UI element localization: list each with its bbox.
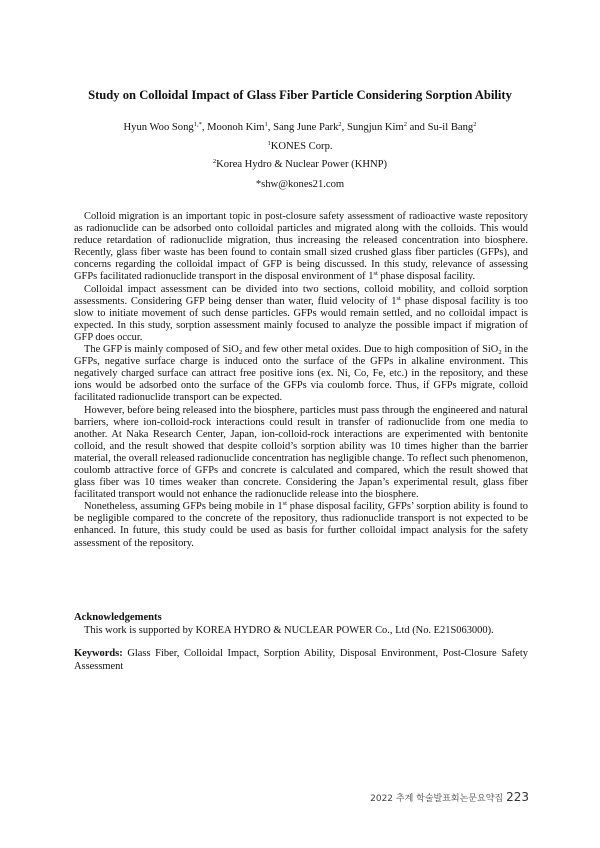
- paragraph-text: phase disposal facility is too slow to initiate movement of such dense particles. GFPs would remain settled, and no colloidal impact is expected. In this study, sorption assessment mainly focused to analyze the possible impact if migration of GFP does occur.: [74, 295, 528, 343]
- chemical-subscript: 2: [238, 349, 243, 357]
- paragraph-text: Nonetheless, assuming GFPs being mobile in 1: [84, 501, 283, 513]
- paragraph-text: in the GFPs, negative surface charge is induced onto the surface of the GFPs in alkaline environment. This negatively charged surface can attract free positive ions (ex. Ni, Co, Fe, etc.) in the repository, and these ions would be adsorbed onto the surface of the GFPs via coulomb force. Thus, if GFPs migrate, colloid facilitated radionuclide transport can be expected.: [74, 344, 528, 404]
- author-name: Hyun Woo Song: [123, 122, 194, 133]
- affiliation-name: KONES Corp.: [270, 141, 333, 152]
- chemical-subscript: 2: [498, 349, 502, 357]
- paper-title: Study on Colloidal Impact of Glass Fiber Particle Considering Sorption Ability: [88, 88, 512, 102]
- paragraph-text: and few other metal oxides. Due to high composition of SiO: [242, 344, 499, 356]
- author-name: , Sungjun Kim: [341, 122, 404, 133]
- paragraph-3: [74, 344, 528, 404]
- abstract-body: [74, 211, 528, 550]
- corresponding-email: *shw@kones21.com: [255, 179, 345, 190]
- keywords-text: Glass Fiber, Colloidal Impact, Sorption Ability, Disposal Environment, Post-Closure Safety Assessment: [74, 648, 528, 672]
- paragraph-text: Colloidal impact assessment can be divided into two sections, colloid mobility, and colloid sorption assessments. Considering GFP being denser than water, fluid velocity of 1: [74, 283, 528, 307]
- ordinal-superscript: st: [396, 294, 401, 302]
- affiliation-1: [40, 140, 560, 154]
- author-superscript: 2: [403, 121, 407, 128]
- paragraph-text: The GFP is mainly composed of SiO: [84, 344, 239, 356]
- keywords: [74, 648, 528, 673]
- proceedings-name: 2022 추계 학술발표회논문요약집: [370, 794, 504, 804]
- paragraph-5: [74, 501, 528, 549]
- keywords-label: Keywords:: [74, 648, 123, 659]
- paragraph-2: [74, 284, 528, 344]
- paragraph-1: [74, 211, 528, 284]
- author-superscript: 1,*: [193, 121, 202, 128]
- page-footer: [370, 790, 529, 804]
- author-superscript: 2: [473, 121, 477, 128]
- paragraph-text: Colloid migration is an important topic in post-closure safety assessment of radioactive waste repository as radionuclide can be adsorbed onto colloidal particles and migrated along with the colloids. This would reduce retardation of radionuclide migration, thus increasing the released concentration into biosphere. Recently, glass fiber waste has been found to contain small sized crushed glass fiber particles (GFPs), and concerns regarding the colloidal impact of GFP is being discussed. In this study, relevance of assessing GFPs facilitated radionuclide transport in the disposal environment of 1: [74, 211, 528, 283]
- affiliation-name: Korea Hydro & Nuclear Power (KHNP): [216, 159, 388, 170]
- author-name: , Moonoh Kim: [201, 122, 265, 133]
- paragraph-text: phase disposal facility, GFPs’ sorption ability is found to be negligible compared to the concrete of the repository, thus radionuclide transport is not expected to be enhanced. In future, this study could be used as basis for further colloidal impact analysis for the safety assessment of the repository.: [74, 501, 528, 549]
- affiliation-2: [40, 158, 560, 172]
- affiliation-superscript: 2: [212, 158, 217, 165]
- ordinal-superscript: st: [282, 500, 287, 508]
- paragraph-4: However, before being released into the biosphere, particles must pass through the engineered and natural barriers, where ion-colloid-rock interactions could result in transfer of radionuclide from one media to another. At Naka Research Center, Japan, ion-colloid-rock interactions are experimented with bentonite colloid, and the result showed that despite colloid’s sorption ability was 10 times higher than the barrier material, the overall released radionuclide concentration has negligible change. To reflect such phenomenon, coulomb attractive force of GFPs and concrete is calculated and compared, which the result showed that glass fiber was 10 times weaker than concrete. Considering the Japan’s experimental result, glass fiber facilitated transport would not enhance the radionuclide release into the biosphere.: [74, 404, 528, 501]
- author-name: and Su-il Bang: [407, 122, 474, 133]
- acknowledgements-text: This work is supported by KOREA HYDRO & NUCLEAR POWER Co., Ltd (No. E21S063000).: [84, 625, 494, 636]
- page-number: 223: [506, 790, 529, 804]
- author-name: , Sang June Park: [267, 122, 339, 133]
- author-superscript: 1: [264, 121, 268, 128]
- ordinal-superscript: st: [373, 270, 378, 278]
- affiliation-superscript: 1: [267, 140, 271, 147]
- author-list: [40, 121, 560, 135]
- paragraph-text: phase disposal facility.: [377, 271, 476, 283]
- author-superscript: 2: [338, 121, 342, 128]
- acknowledgements-heading: Acknowledgements: [74, 612, 162, 623]
